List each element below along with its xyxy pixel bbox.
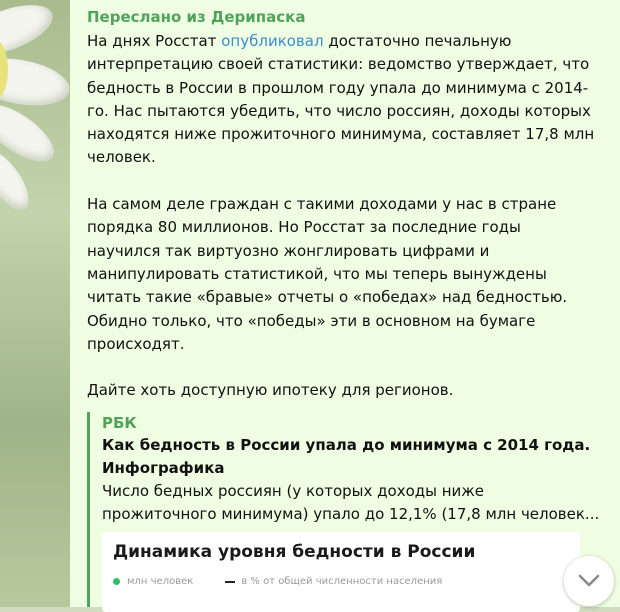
message-line: интерпретацию своей статистики: ведомство утверждает, что: [87, 55, 590, 74]
preview-description: Число бедных россиян (у которых доходы ниже прожиточного минимума) упало до 12,1% (17,8 млн человек...: [102, 482, 600, 523]
link-preview[interactable]: [87, 412, 607, 607]
preview-title: Как бедность в России упала до минимума с 2014 года. Инфографика: [102, 436, 591, 477]
preview-source: РБК: [102, 414, 137, 432]
legend-line-icon: [225, 581, 235, 583]
message-line: порядка 80 миллионов. Но Росстат за последние годы: [87, 218, 521, 237]
message-line: Дайте хоть доступную ипотеку для регионов.: [87, 381, 454, 400]
message-line: научился так виртуозно жонглировать цифрами и: [87, 241, 490, 260]
daisy-petal: [0, 52, 70, 113]
legend-item: в % от общей численности населения: [241, 576, 443, 587]
message-line: находятся ниже прожиточного минимума, составляет 17,8 млн: [87, 125, 595, 144]
daisy-petal: [0, 0, 59, 65]
message-line: происходят.: [87, 334, 185, 353]
chat-wallpaper: [0, 0, 70, 607]
published-link[interactable]: опубликовал: [221, 32, 324, 50]
message-bubble[interactable]: [70, 0, 620, 607]
preview-image[interactable]: [102, 532, 580, 612]
legend-dot-icon: [113, 578, 120, 585]
scroll-down-button[interactable]: [564, 556, 614, 606]
message-line: На днях Росстат опубликовал достаточно печальную: [87, 32, 512, 50]
message-line: бедность в России в прошлом году упала до минимума с 2014-: [87, 78, 589, 97]
message-text: [87, 30, 607, 403]
infographic-legend: [113, 576, 442, 587]
message-line: читать такие «бравые» отчеты о «победах» над бедностью.: [87, 288, 568, 307]
infographic-title: Динамика уровня бедности в России: [113, 542, 476, 562]
message-line: го. Нас пытаются убедить, что число россиян, доходы которых: [87, 101, 591, 120]
message-line: Обидно только, что «победы» эти в основном на бумаге: [87, 311, 536, 330]
forwarded-from-label[interactable]: Переслано из Дерипаска: [87, 8, 306, 26]
message-line: На самом деле граждан с такими доходами у нас в стране: [87, 195, 557, 214]
message-line: человек.: [87, 148, 156, 167]
legend-item: млн человек: [127, 576, 194, 587]
message-line: манипулировать статистикой, что мы теперь вынуждены: [87, 264, 547, 283]
chevron-down-icon: [578, 574, 600, 588]
daisy-petal: [0, 94, 63, 172]
